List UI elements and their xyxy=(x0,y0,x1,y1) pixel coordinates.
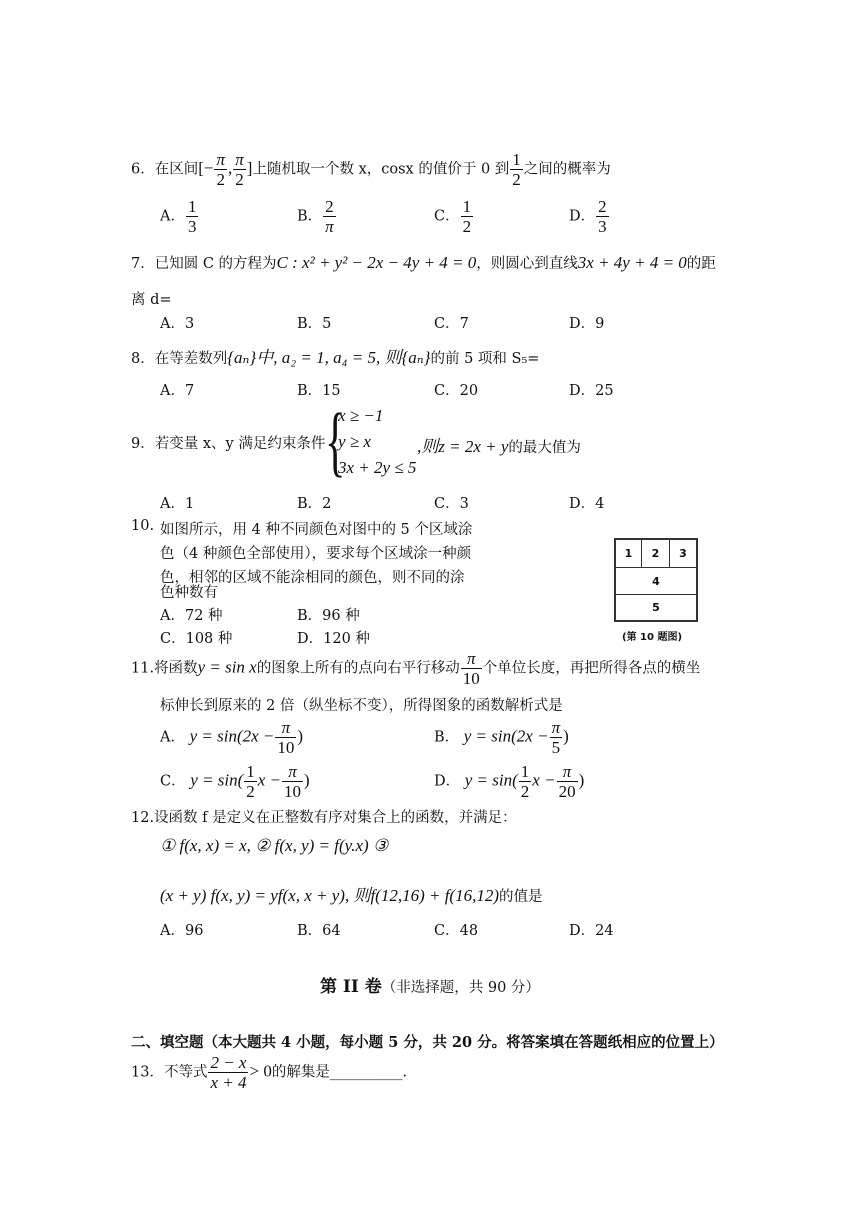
q12-option-a[interactable]: A．96 xyxy=(160,923,204,939)
q12-stem: 12.设函数 f 是定义在正整数有序对集合上的函数，并满足： xyxy=(131,810,517,826)
q10-option-b[interactable]: B．96 种 xyxy=(297,608,360,624)
q9-stem: 9．若变量 x、y 满足约束条件 xyxy=(131,436,326,452)
q10-line-2: 色（4 种颜色全部使用），要求每个区域涂一种颜 xyxy=(160,546,472,562)
q10-line-4: 色种数有 xyxy=(160,585,218,601)
q6-option-c[interactable]: C． $\frac{1}{2}$ xyxy=(434,197,472,236)
q12-option-d[interactable]: D．24 xyxy=(569,923,614,939)
q8-option-a[interactable]: A．7 xyxy=(160,383,195,399)
q10-line-1: 如图所示，用 4 种不同颜色对图中的 5 个区域涂 xyxy=(160,522,473,538)
q10-line-3: 色，相邻的区域不能涂相同的颜色，则不同的涂 xyxy=(160,570,465,586)
q7-stem-continued: 离 d= xyxy=(131,292,172,308)
q13-answer-blank[interactable]: __________ xyxy=(329,1064,403,1081)
q11-option-c[interactable]: C． y = sin( $\frac{1}{2}$ x − $\frac{\pi}{10}$ ) xyxy=(160,762,310,801)
region-2: 2 xyxy=(642,540,670,568)
q9-constraint-1: x ≥ −1 xyxy=(338,406,384,425)
q9-option-c[interactable]: C．3 xyxy=(434,496,469,512)
q12-conditions: ① f(x, x) = x, ② f(x, y) = f(y.x) ③ xyxy=(160,836,389,855)
q12-option-c[interactable]: C．48 xyxy=(434,923,479,939)
q7-stem: 7．已知圆 C 的方程为C : x² + y² − 2x − 4y + 4 = 0，则圆心到直线3x + 4y + 4 = 0的距 xyxy=(131,253,716,272)
q9-constraint-3: 3x + 2y ≤ 5 xyxy=(338,458,417,477)
q9-option-b[interactable]: B．2 xyxy=(297,496,332,512)
region-4: 4 xyxy=(616,568,696,595)
q11-stem: 11.将函数y = sin x的图象上所有的点向右平行移动 $\frac{\pi}{10}$ 个单位长度，再把所得各点的横坐 xyxy=(131,649,701,688)
q9-objective: ,则z = 2x + y的最大值为 xyxy=(417,437,581,456)
q10-option-d[interactable]: D．120 种 xyxy=(297,631,370,647)
q9-brace: { xyxy=(325,397,346,484)
q7-option-a[interactable]: A．3 xyxy=(160,316,195,332)
region-3: 3 xyxy=(670,540,696,568)
q6-option-b[interactable]: B． $\frac{2}{\pi}$ xyxy=(297,197,334,236)
q9-option-a[interactable]: A．1 xyxy=(160,496,195,512)
q8-option-c[interactable]: C．20 xyxy=(434,383,479,399)
q13-stem: 13．不等式 $\frac{2 - x}{x + 4}$ > 0的解集是__________. xyxy=(131,1053,407,1092)
q10-option-c[interactable]: C．108 种 xyxy=(160,631,233,647)
q8-option-b[interactable]: B．15 xyxy=(297,383,341,399)
q8-option-d[interactable]: D．25 xyxy=(569,383,614,399)
part2-heading: 第 II 卷（非选择题，共 90 分） xyxy=(320,977,540,997)
q11-option-d[interactable]: D． y = sin( $\frac{1}{2}$ x − $\frac{\pi}{20}$ ) xyxy=(434,762,585,801)
q9-constraint-2: y ≥ x xyxy=(338,432,371,451)
q10-number: 10. xyxy=(131,518,155,534)
q7-option-d[interactable]: D．9 xyxy=(569,316,605,332)
q11-option-b[interactable]: B． y = sin(2x − $\frac{\pi}{5}$ ) xyxy=(434,718,569,757)
q10-option-a[interactable]: A．72 种 xyxy=(160,608,223,624)
q6-number: 6． xyxy=(131,161,155,178)
q7-option-b[interactable]: B．5 xyxy=(297,316,332,332)
q10-region-figure xyxy=(614,538,698,622)
section-2-heading: 二、填空题（本大题共 4 小题，每小题 5 分，共 20 分。将答案填在答题纸相应的位置上） xyxy=(131,1034,724,1051)
q10-figure-caption: (第 10 题图) xyxy=(622,632,683,643)
q6-option-d[interactable]: D． $\frac{2}{3}$ xyxy=(569,197,607,236)
region-5: 5 xyxy=(652,601,660,614)
q9-option-d[interactable]: D．4 xyxy=(569,496,605,512)
q12-equation: (x + y) f(x, y) = yf(x, x + y), 则f(12,16) + f(16,12)的值是 xyxy=(160,886,543,905)
q11-option-a[interactable]: A． y = sin(2x − $\frac{\pi}{10}$ ) xyxy=(160,718,304,757)
q11-stem-continued: 标伸长到原来的 2 倍（纵坐标不变），所得图象的函数解析式是 xyxy=(160,698,563,714)
region-1: 1 xyxy=(616,540,642,568)
q6-option-a[interactable]: A． $\frac{1}{3}$ xyxy=(160,197,197,236)
q12-option-b[interactable]: B．64 xyxy=(297,923,341,939)
q7-option-c[interactable]: C．7 xyxy=(434,316,469,332)
q8-stem: 8．在等差数列{aₙ}中, a₂ = 1, a₄ = 5, 则{aₙ}的前 5 项和 S₅= xyxy=(131,348,540,367)
q6-stem: 6．在区间[− $\frac{\pi}{2}$ , $\frac{\pi}{2}$ ]上随机取一个数 x，cosx 的值价于 0 到 $\frac{1}{2}$ 之间的概率为 xyxy=(131,150,611,189)
